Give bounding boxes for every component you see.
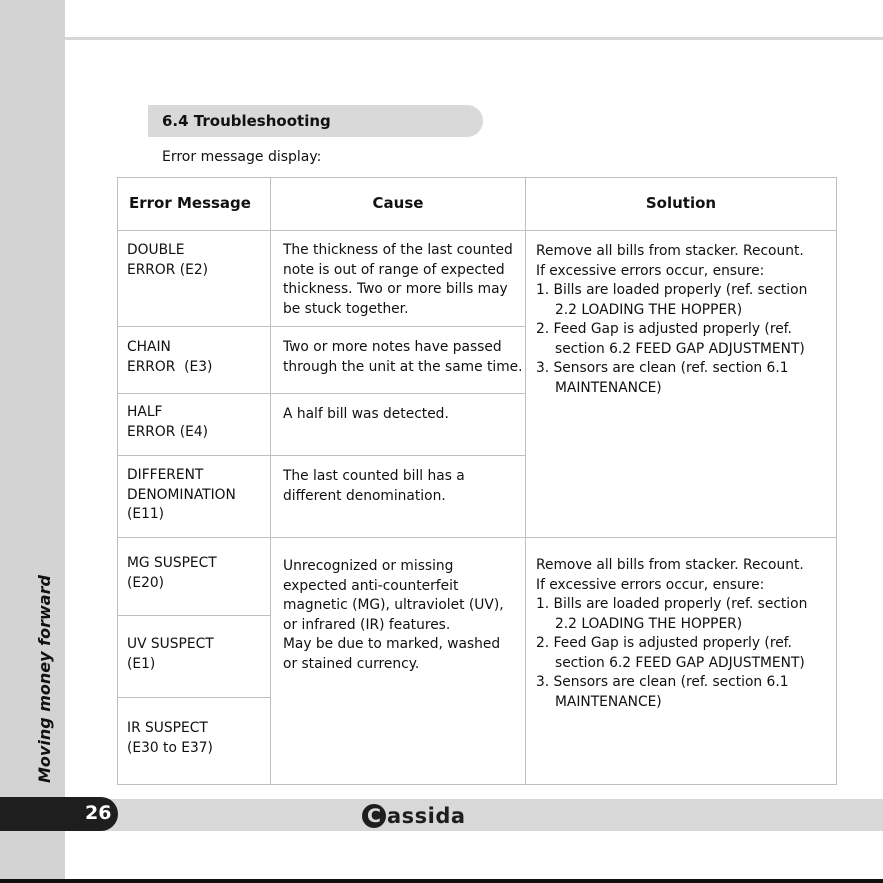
cause-text: The last counted bill has a [283, 468, 465, 484]
solution-item: 3. Sensors are clean (ref. section 6.1 MAINTENANCE) [536, 674, 789, 710]
error-text: ERROR (E2) [127, 261, 208, 278]
header-error-message: Error Message [129, 194, 251, 212]
cause-cell [273, 241, 525, 319]
group-divider [117, 537, 837, 538]
cause-text: note is out of range of expected [283, 261, 505, 278]
section-intro: Error message display: [162, 149, 322, 165]
sidebar [0, 0, 65, 883]
table-border-top [117, 177, 837, 178]
solution-cell [526, 556, 836, 712]
error-cell [117, 241, 270, 280]
error-text: (E1) [127, 655, 156, 672]
error-text: UV SUSPECT [127, 636, 214, 652]
error-cell [117, 635, 270, 674]
cause-text: expected anti-counterfeit [283, 577, 459, 594]
header-solution: Solution [645, 194, 717, 212]
row-divider [117, 326, 526, 327]
brand-logo [362, 803, 466, 829]
error-cell [117, 719, 270, 758]
solution-text: Remove all bills from stacker. Recount. [536, 557, 804, 573]
logo-wordmark: assida [387, 804, 466, 828]
error-text: MG SUSPECT [127, 555, 217, 571]
error-text: DENOMINATION [127, 486, 236, 503]
cause-cell [273, 405, 525, 425]
cause-text: The thickness of the last counted [283, 242, 513, 258]
cause-text: magnetic (MG), ultraviolet (UV), [283, 597, 504, 613]
error-text: (E30 to E37) [127, 739, 213, 756]
solution-text: Remove all bills from stacker. Recount. [536, 243, 804, 259]
cause-text: different denomination. [283, 487, 446, 504]
table-border-bottom [117, 784, 837, 785]
top-rule [65, 37, 883, 40]
row-divider [117, 697, 271, 698]
solution-text: If excessive errors occur, ensure: [536, 576, 765, 593]
row-divider [117, 393, 526, 394]
cause-text: or stained currency. [283, 655, 420, 672]
error-text: DOUBLE [127, 242, 185, 258]
troubleshooting-table [117, 177, 837, 785]
section-title: 6.4 Troubleshooting [162, 112, 331, 130]
footer-bar [65, 799, 883, 831]
solution-item: 2. Feed Gap is adjusted properly (ref. section 6.2 FEED GAP ADJUSTMENT) [536, 635, 805, 671]
solution-text: If excessive errors occur, ensure: [536, 262, 765, 279]
solution-list [536, 281, 828, 398]
solution-item: 1. Bills are loaded properly (ref. section 2.2 LOADING THE HOPPER) [536, 596, 808, 632]
solution-list [536, 595, 828, 712]
error-cell [117, 338, 270, 377]
solution-item: 3. Sensors are clean (ref. section 6.1 MAINTENANCE) [536, 360, 789, 396]
cause-text: A half bill was detected. [283, 406, 449, 422]
header-divider [117, 230, 837, 231]
cause-text: through the unit at the same time. [283, 358, 523, 375]
header-cause: Cause [372, 194, 424, 212]
error-text: IR SUSPECT [127, 720, 208, 736]
error-cell [117, 554, 270, 593]
cause-text: be stuck together. [283, 300, 409, 317]
solution-item: 2. Feed Gap is adjusted properly (ref. section 6.2 FEED GAP ADJUSTMENT) [536, 321, 805, 357]
cause-cell [273, 467, 525, 506]
page-number: 26 [85, 802, 112, 824]
table-border-right [836, 177, 837, 785]
logo-c-icon: C [362, 804, 386, 828]
column-divider-1 [270, 177, 271, 785]
cause-text: Unrecognized or missing [283, 558, 454, 574]
error-text: ERROR (E3) [127, 358, 213, 375]
solution-cell [526, 242, 836, 398]
solution-item: 1. Bills are loaded properly (ref. section 2.2 LOADING THE HOPPER) [536, 282, 808, 318]
error-text: (E20) [127, 574, 165, 591]
error-text: DIFFERENT [127, 467, 204, 483]
error-text: HALF [127, 404, 163, 420]
cause-text: May be due to marked, washed [283, 636, 501, 652]
cause-cell [273, 338, 525, 377]
row-divider [117, 615, 271, 616]
cause-text: or infrared (IR) features. [283, 616, 451, 633]
row-divider [117, 455, 526, 456]
error-cell [117, 403, 270, 442]
error-text: (E11) [127, 506, 165, 522]
cause-text: Two or more notes have passed [283, 339, 502, 355]
bottom-rule [0, 879, 883, 883]
error-cell [117, 466, 270, 525]
error-text: ERROR (E4) [127, 423, 208, 440]
cause-cell [273, 557, 525, 674]
error-text: CHAIN [127, 339, 171, 355]
tagline: Moving money forward [35, 575, 54, 783]
cause-text: thickness. Two or more bills may [283, 281, 508, 297]
